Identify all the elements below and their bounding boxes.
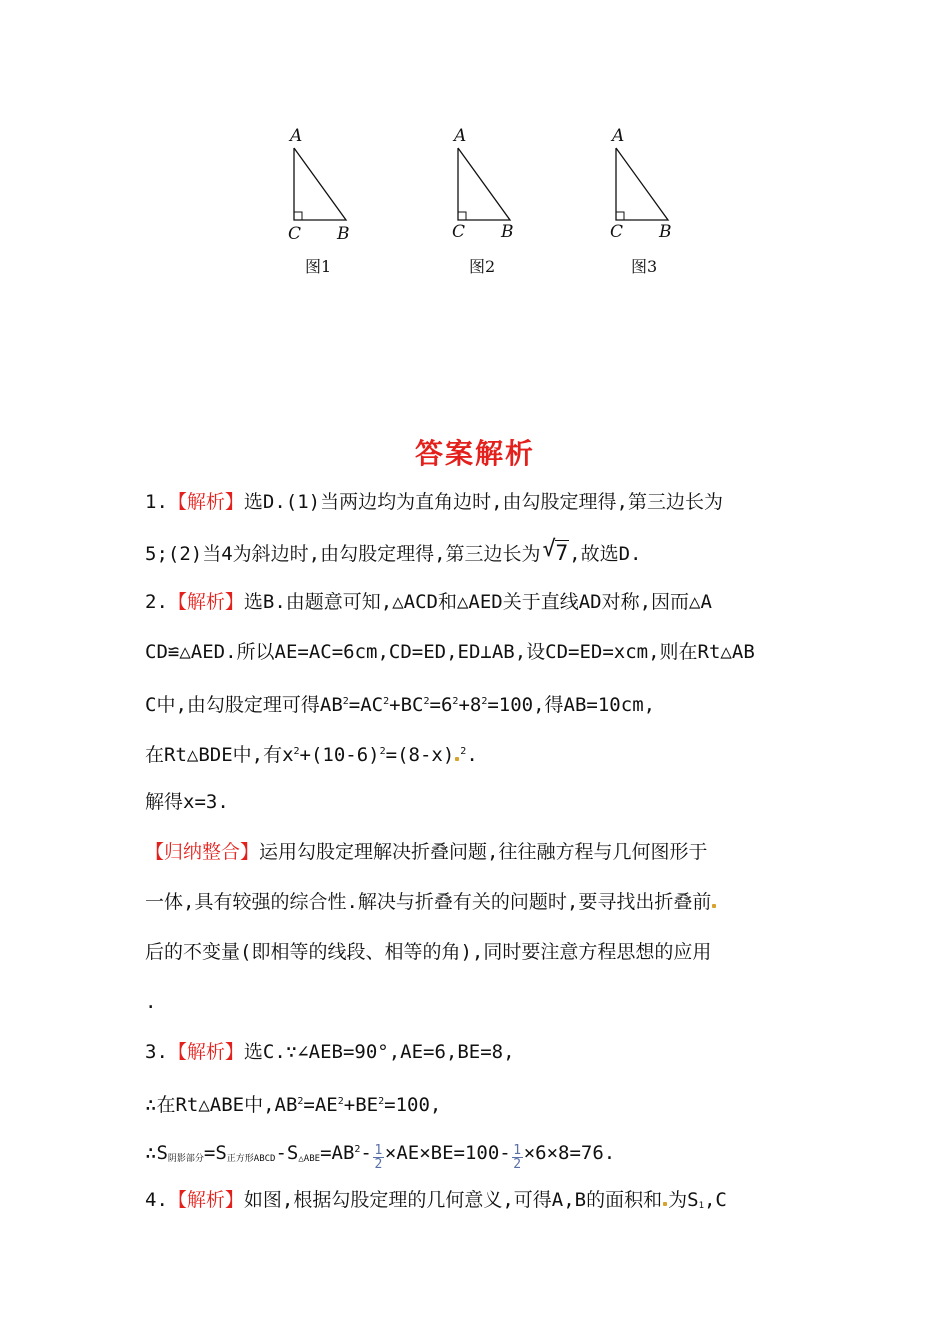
q1-line-1 bbox=[145, 490, 723, 514]
q3-text: ∴S bbox=[145, 1142, 168, 1164]
summary-text: 运用勾股定理解决折叠问题,往往融方程与几何图形于 bbox=[259, 841, 708, 863]
vertex-a-label: A bbox=[290, 126, 303, 146]
q4-text: ,C bbox=[703, 1189, 727, 1211]
vertex-b-label: B bbox=[501, 222, 514, 242]
q2-line-3 bbox=[145, 690, 655, 717]
vertex-c-label: C bbox=[288, 224, 302, 244]
q2-text: 选B.由题意可知,△ACD和△AED关于直线AD对称,因而△A bbox=[243, 591, 712, 613]
answer-heading: 答案解析 bbox=[414, 437, 535, 470]
q2-text: =6 bbox=[429, 694, 453, 716]
q3-text: ×AE×BE=100- bbox=[384, 1142, 511, 1164]
subscript: △ABE bbox=[298, 1154, 321, 1164]
q2-line-4 bbox=[145, 740, 478, 767]
q2-text: +8 bbox=[458, 694, 482, 716]
superscript: 2 bbox=[423, 696, 430, 707]
q1-line-2 bbox=[145, 540, 642, 566]
vertex-b-label: B bbox=[337, 224, 350, 244]
q2-text: C中,由勾股定理可得AB bbox=[145, 694, 343, 716]
figure-caption: 图3 bbox=[631, 257, 658, 276]
vertex-b-label: B bbox=[659, 222, 672, 242]
fraction-half bbox=[373, 1144, 384, 1171]
superscript: 2 bbox=[354, 1144, 361, 1155]
figure-3 bbox=[607, 120, 697, 280]
superscript: 2 bbox=[293, 746, 300, 757]
vertex-c-label: C bbox=[610, 222, 624, 242]
fraction-half bbox=[512, 1144, 523, 1171]
marker-dot bbox=[455, 757, 459, 761]
summary-line-2 bbox=[145, 890, 717, 914]
q1-text: 5;(2)当4为斜边时,由勾股定理得,第三边长为 bbox=[145, 543, 541, 565]
q4-text: 如图,根据勾股定理的几何意义,可得A,B的面积和 bbox=[243, 1189, 663, 1211]
q3-text: ×6×8=76. bbox=[523, 1142, 616, 1164]
superscript: 2 bbox=[460, 746, 467, 757]
vertex-a-label: A bbox=[612, 126, 625, 146]
superscript: 2 bbox=[452, 696, 459, 707]
q3-text: 选C.∵∠AEB=90°,AE=6,BE=8, bbox=[243, 1041, 515, 1063]
marker-dot bbox=[712, 904, 716, 908]
figure-row bbox=[0, 120, 950, 290]
summary-line-3 bbox=[145, 940, 711, 964]
vertex-c-label: C bbox=[452, 222, 466, 242]
q2-text: +BC bbox=[389, 694, 424, 716]
subscript: 正方形ABCD bbox=[226, 1154, 276, 1164]
q3-text: - bbox=[360, 1142, 372, 1164]
q2-text: +(10-6) bbox=[299, 744, 380, 766]
figure-2 bbox=[449, 120, 539, 280]
q3-number: 3. bbox=[145, 1041, 168, 1063]
superscript: 2 bbox=[337, 1096, 344, 1107]
summary-line-1 bbox=[145, 840, 707, 864]
q3-line-1 bbox=[145, 1040, 515, 1064]
superscript: 2 bbox=[379, 746, 386, 757]
q3-text: =S bbox=[203, 1142, 227, 1164]
fraction-numerator: 1 bbox=[513, 1143, 522, 1158]
q3-text: -S bbox=[275, 1142, 299, 1164]
q2-number: 2. bbox=[145, 591, 168, 613]
summary-text: 一体,具有较强的综合性.解决与折叠有关的问题时,要寻找出折叠前 bbox=[145, 891, 712, 913]
q2-text: =AC bbox=[348, 694, 384, 716]
q4-line-1 bbox=[145, 1188, 727, 1218]
superscript: 2 bbox=[481, 696, 488, 707]
superscript: 2 bbox=[342, 696, 349, 707]
fraction-numerator: 1 bbox=[374, 1143, 383, 1158]
q2-text: 在Rt△BDE中,有x bbox=[145, 744, 294, 766]
q4-text: 为S bbox=[668, 1189, 699, 1211]
q2-line-2 bbox=[145, 640, 755, 664]
figure-1 bbox=[285, 120, 375, 280]
superscript: 2 bbox=[378, 1096, 385, 1107]
q3-text: =AB bbox=[320, 1142, 355, 1164]
subscript: 阴影部分 bbox=[167, 1154, 204, 1164]
figure-caption: 图1 bbox=[305, 257, 332, 276]
analysis-tag: 【解析】 bbox=[167, 1189, 244, 1211]
q3-text: =100, bbox=[384, 1094, 442, 1116]
q3-line-3 bbox=[145, 1138, 615, 1171]
q1-text: ,故选D. bbox=[569, 543, 642, 565]
q3-text: =AE bbox=[303, 1094, 338, 1116]
q3-line-2 bbox=[145, 1090, 441, 1117]
q4-number: 4. bbox=[145, 1189, 168, 1211]
marker-dot bbox=[663, 1202, 667, 1206]
analysis-tag: 【解析】 bbox=[167, 491, 244, 513]
q2-text: CD≌△AED.所以AE=AC=6cm,CD=ED,ED⊥AB,设CD=ED=xcm,则在Rt△AB bbox=[145, 641, 755, 663]
q2-line-5 bbox=[145, 790, 229, 814]
fraction-denominator: 2 bbox=[513, 1157, 522, 1172]
superscript: 2 bbox=[383, 696, 390, 707]
q1-number: 1. bbox=[145, 491, 168, 513]
q2-line-1 bbox=[145, 590, 712, 614]
subscript: 1 bbox=[698, 1201, 704, 1211]
q2-text: 解得x=3. bbox=[145, 791, 229, 813]
q3-text: +BE bbox=[343, 1094, 379, 1116]
q3-text: ∴在Rt△ABE中,AB bbox=[145, 1094, 298, 1116]
summary-tag: 【归纳整合】 bbox=[145, 841, 260, 863]
sqrt-seven bbox=[543, 540, 570, 566]
vertex-a-label: A bbox=[454, 126, 467, 146]
fraction-denominator: 2 bbox=[374, 1157, 383, 1172]
q2-text: =(8-x) bbox=[385, 744, 455, 766]
figure-caption: 图2 bbox=[469, 257, 496, 276]
q1-text: 选D.(1)当两边均为直角边时,由勾股定理得,第三边长为 bbox=[243, 491, 723, 513]
summary-line-4 bbox=[145, 990, 156, 1014]
superscript: 2 bbox=[297, 1096, 304, 1107]
summary-text: 后的不变量(即相等的线段、相等的角),同时要注意方程思想的应用 bbox=[145, 941, 712, 963]
summary-text: . bbox=[145, 991, 157, 1013]
sqrt-radicand: 7 bbox=[555, 541, 569, 565]
q2-text: =100,得AB=10cm, bbox=[487, 694, 656, 716]
analysis-tag: 【解析】 bbox=[167, 1041, 244, 1063]
q2-text: . bbox=[466, 744, 478, 766]
analysis-tag: 【解析】 bbox=[167, 591, 244, 613]
